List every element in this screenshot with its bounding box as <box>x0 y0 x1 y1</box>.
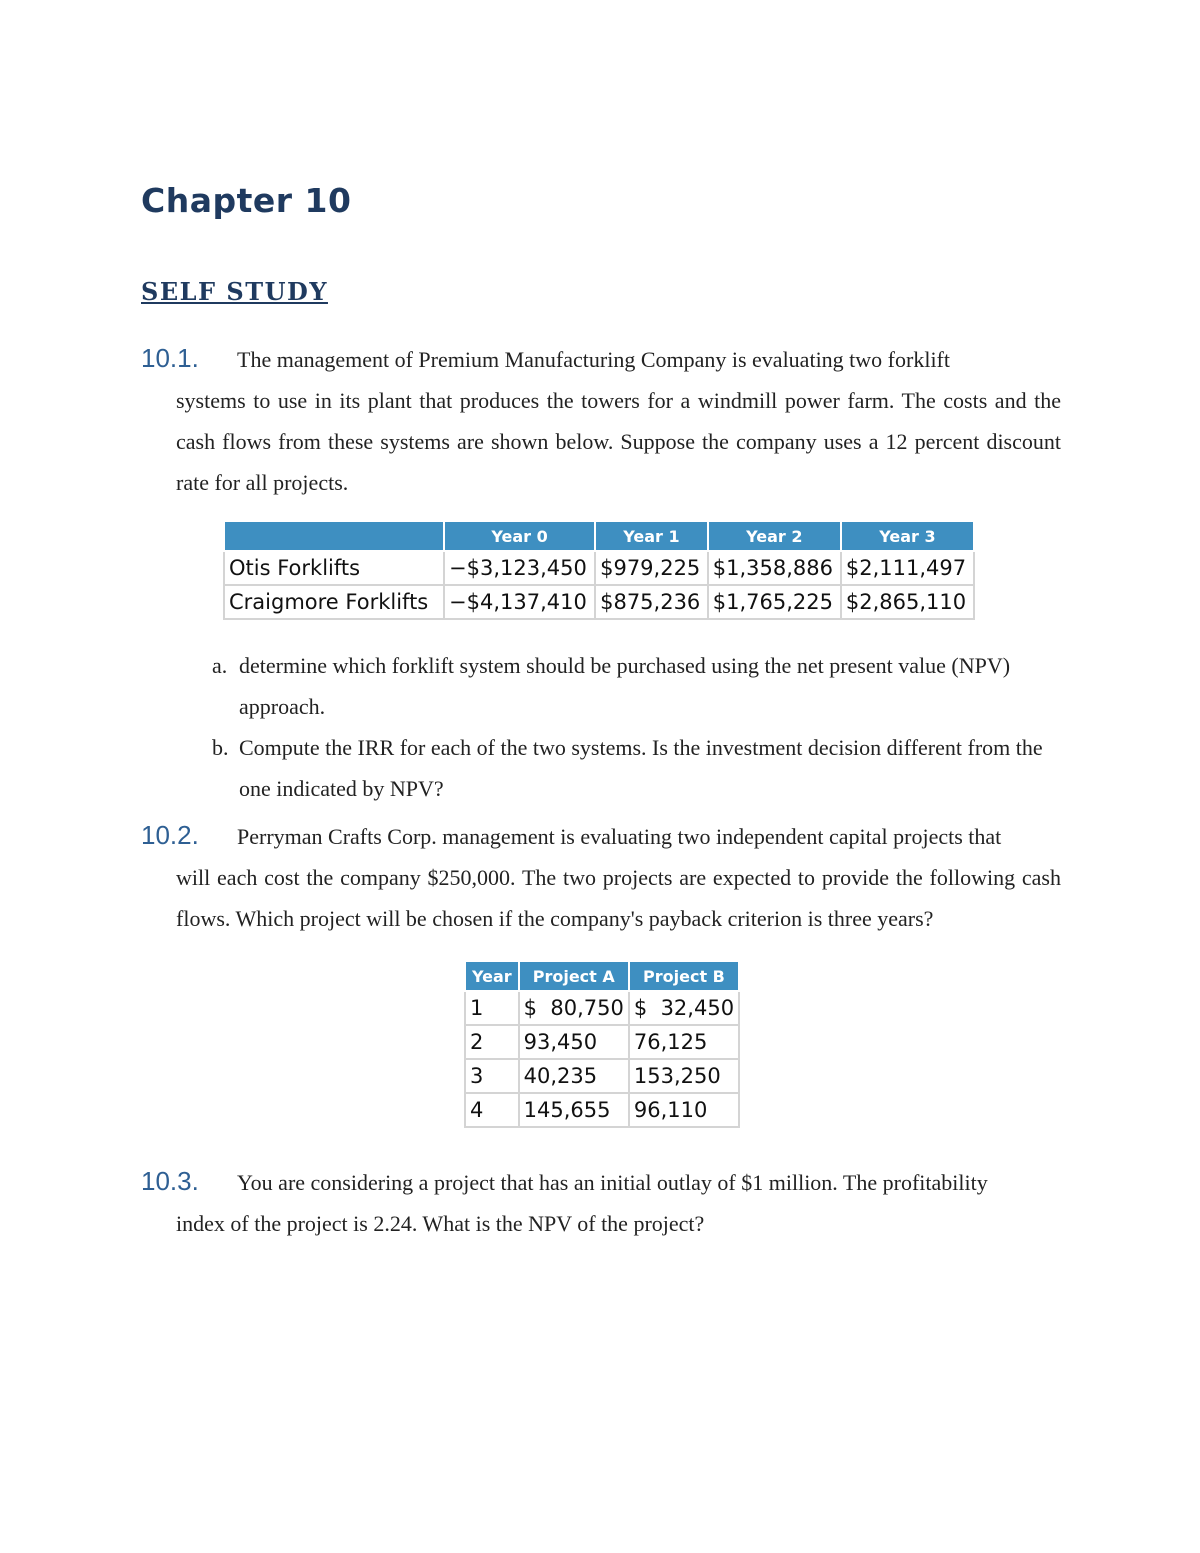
sub-question-letter: b. <box>212 735 229 760</box>
problem-text: systems to use in its plant that produces the towers for a windmill power farm. The costs and the cash flows from these systems are shown below. Suppose the company uses a 12 percent discount rate for all projects. <box>176 388 1061 495</box>
table-cell: $ 80,750 <box>519 991 629 1025</box>
column-header: Project B <box>629 961 739 991</box>
column-header: Year 2 <box>708 521 841 551</box>
forklift-cash-flow-table <box>223 520 975 620</box>
table-cell: 76,125 <box>629 1025 739 1059</box>
chapter-title: Chapter 10 <box>141 181 352 220</box>
table-header-row <box>224 521 974 551</box>
sub-question-b <box>212 727 1062 809</box>
section-title: SELF STUDY <box>141 277 328 306</box>
table-cell: $875,236 <box>595 585 708 619</box>
table-cell: 145,655 <box>519 1093 629 1127</box>
table-row <box>465 991 739 1025</box>
row-label: Otis Forklifts <box>224 551 444 585</box>
table-cell: $2,111,497 <box>841 551 974 585</box>
table-cell: $979,225 <box>595 551 708 585</box>
table-row <box>465 1059 739 1093</box>
problem-number: 10.1. <box>141 343 199 373</box>
problem-first-line: 10.3. You are considering a project that has an initial outlay of $1 million. The profitability <box>141 1161 1061 1203</box>
table-cell: 40,235 <box>519 1059 629 1093</box>
table-row <box>224 551 974 585</box>
column-header: Project A <box>519 961 629 991</box>
table-row <box>224 585 974 619</box>
table-cell: −$4,137,410 <box>444 585 595 619</box>
table-cell: 153,250 <box>629 1059 739 1093</box>
problem-first-line: 10.1. The management of Premium Manufacturing Company is evaluating two forklift <box>141 338 1061 380</box>
row-label: Craigmore Forklifts <box>224 585 444 619</box>
problem-number: 10.3. <box>141 1166 199 1196</box>
table-cell: 93,450 <box>519 1025 629 1059</box>
problem-10-3 <box>141 1161 1061 1244</box>
sub-question-text: determine which forklift system should be purchased using the net present value (NPV) approach. <box>239 653 1011 719</box>
table-row <box>465 1093 739 1127</box>
table-cell: 1 <box>465 991 519 1025</box>
problem-first-line: 10.2. Perryman Crafts Corp. management is evaluating two independent capital projects that <box>141 815 1061 857</box>
table-cell: $1,358,886 <box>708 551 841 585</box>
column-header: Year 3 <box>841 521 974 551</box>
table-cell: −$3,123,450 <box>444 551 595 585</box>
table-cell: $2,865,110 <box>841 585 974 619</box>
column-header: Year 0 <box>444 521 595 551</box>
column-header: Year 1 <box>595 521 708 551</box>
problem-10-1 <box>141 338 1061 503</box>
sub-question-list <box>212 645 1062 809</box>
table-cell: 3 <box>465 1059 519 1093</box>
sub-question-text: Compute the IRR for each of the two systems. Is the investment decision different from the one indicated by NPV? <box>239 735 1043 801</box>
table-row <box>465 1025 739 1059</box>
column-header <box>224 521 444 551</box>
sub-question-a <box>212 645 1062 727</box>
column-header: Year <box>465 961 519 991</box>
sub-question-letter: a. <box>212 653 228 678</box>
table-cell: 4 <box>465 1093 519 1127</box>
table-header-row <box>465 961 739 991</box>
table-cell: $ 32,450 <box>629 991 739 1025</box>
problem-10-2 <box>141 815 1061 939</box>
problem-number: 10.2. <box>141 820 199 850</box>
project-cash-flow-table <box>464 960 740 1128</box>
table-cell: $1,765,225 <box>708 585 841 619</box>
table-cell: 2 <box>465 1025 519 1059</box>
problem-text: will each cost the company $250,000. The two projects are expected to provide the following cash flows. Which project will be chosen if the company's payback criterion is three years? <box>176 865 1061 931</box>
problem-text: index of the project is 2.24. What is the NPV of the project? <box>176 1211 705 1236</box>
table-cell: 96,110 <box>629 1093 739 1127</box>
